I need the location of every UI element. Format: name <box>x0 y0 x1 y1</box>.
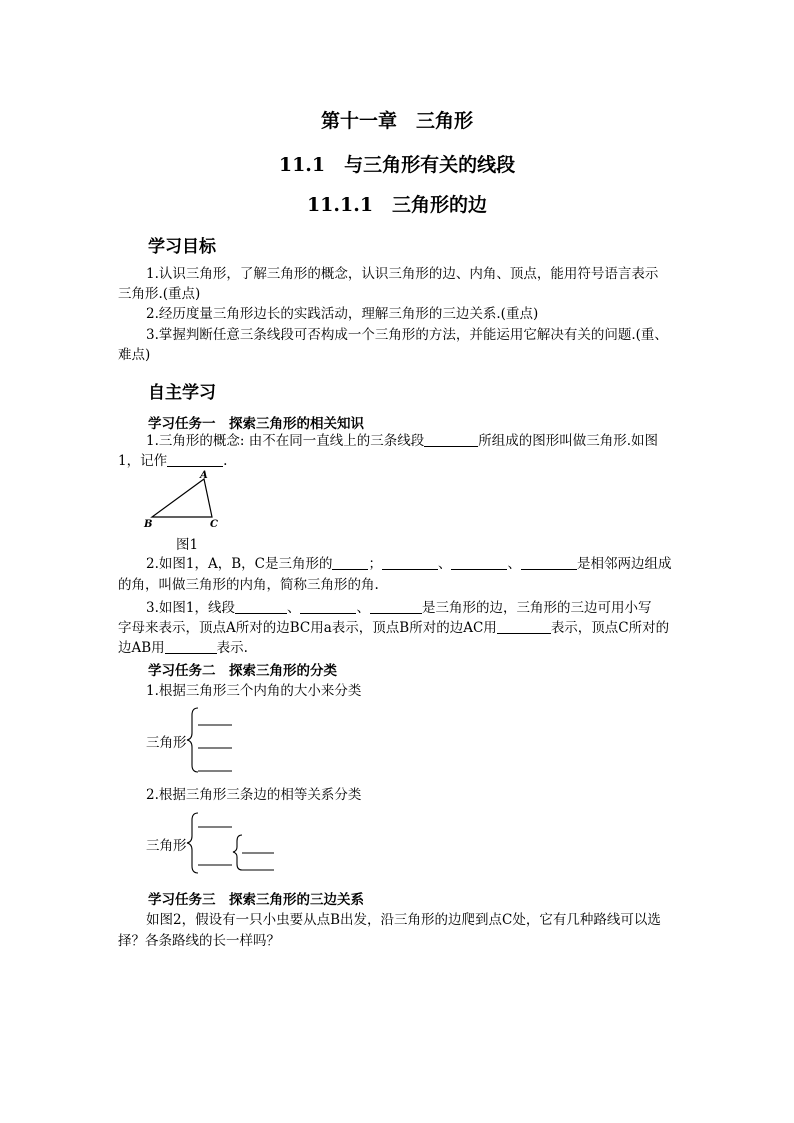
side-classification-brace <box>184 810 284 876</box>
task1-q2-line2: 的角，叫做三角形的内角，简称三角形的角. <box>118 577 379 593</box>
chapter-title: 第十一章 三角形 <box>320 110 473 132</box>
task1-q2-text-c: 是相邻两边组成 <box>576 556 672 572</box>
objective-2: 2.经历度量三角形边长的实践活动，理解三角形的三边关系.(重点) <box>146 306 539 322</box>
blank-field[interactable] <box>165 639 217 654</box>
classification-1-label: 三角形 <box>146 735 187 751</box>
task1-q2-line1 <box>146 554 686 574</box>
objective-3-line1: 3.掌握判断任意三条线段可否构成一个三角形的方法，并能运用它解决有关的问题.(重、 <box>146 327 668 343</box>
figure-1-caption: 图1 <box>176 537 199 553</box>
blank-field[interactable] <box>300 599 356 614</box>
task1-q1-line2 <box>118 451 686 471</box>
angle-classification-brace <box>184 705 244 775</box>
task1-q3-text-c: 字母来表示，顶点A所对的边BC用a表示，顶点B所对的边AC用 <box>118 620 497 636</box>
task1-q1-text-a: 1.三角形的概念: 由不在同一直线上的三条线段 <box>146 433 425 449</box>
self-study-heading: 自主学习 <box>148 383 216 403</box>
task1-q2-text-a: 2.如图1，A，B，C是三角形的 <box>146 556 333 572</box>
task1-q3-text-a: 3.如图1，线段 <box>146 600 235 616</box>
blank-field[interactable] <box>382 555 438 570</box>
task1-q3-line3 <box>118 638 686 658</box>
separator: 、 <box>286 600 301 616</box>
blank-field[interactable] <box>497 619 551 634</box>
task1-q1-text-b: 所组成的图形叫做三角形.如图 <box>478 433 659 449</box>
task1-q3-text-b: 是三角形的边，三角形的三边可用小写 <box>421 600 652 616</box>
separator: 、 <box>437 556 452 572</box>
vertex-c-label: C <box>210 519 218 530</box>
task1-title: 学习任务一 探索三角形的相关知识 <box>148 416 364 432</box>
triangle-figure-1 <box>140 470 230 532</box>
blank-field[interactable] <box>424 432 478 447</box>
task1-q3-line2 <box>118 618 686 638</box>
left-brace-icon <box>187 708 198 772</box>
blank-field[interactable] <box>370 599 422 614</box>
task2-q1: 1.根据三角形三个内角的大小来分类 <box>146 683 362 699</box>
section-title: 11.1 与三角形有关的线段 <box>278 154 516 176</box>
separator: 、 <box>507 556 521 572</box>
vertex-a-label: A <box>200 470 208 481</box>
triangle-shape <box>152 479 212 517</box>
vertex-b-label: B <box>144 519 153 530</box>
objective-1-line1: 1.认识三角形，了解三角形的概念，认识三角形的边、内角、顶点，能用符号语言表示 <box>146 266 659 282</box>
objectives-heading: 学习目标 <box>148 237 216 257</box>
subsection-title: 11.1.1 三角形的边 <box>306 194 488 216</box>
left-brace-icon <box>187 813 198 873</box>
task1-q3-line1 <box>146 598 686 618</box>
separator: 、 <box>356 600 370 616</box>
task2-title: 学习任务二 探索三角形的分类 <box>148 663 337 679</box>
task1-q1-line1 <box>146 431 686 451</box>
left-brace-icon <box>233 835 242 870</box>
blank-field[interactable] <box>235 599 287 614</box>
task3-text-line2: 择？各条路线的长一样吗？ <box>118 933 280 949</box>
task1-q1-text-d: . <box>223 453 228 469</box>
blank-field[interactable] <box>167 452 223 467</box>
objective-3-line2: 难点) <box>118 347 151 363</box>
task1-q3-text-e: 边AB用 <box>118 640 165 656</box>
blank-field[interactable] <box>332 555 368 570</box>
objective-1-line2: 三角形.(重点) <box>118 286 201 302</box>
task2-q2: 2.根据三角形三条边的相等关系分类 <box>146 787 362 803</box>
task3-title: 学习任务三 探索三角形的三边关系 <box>148 892 364 908</box>
task1-q1-text-c: 1，记作 <box>118 453 168 469</box>
task1-q3-text-d: 表示，顶点C所对的 <box>550 620 670 636</box>
blank-field[interactable] <box>521 555 577 570</box>
classification-2-label: 三角形 <box>146 838 187 854</box>
blank-field[interactable] <box>451 555 507 570</box>
task1-q2-text-b: ； <box>368 556 382 572</box>
task1-q3-text-f: 表示. <box>216 640 248 656</box>
task3-text-line1: 如图2，假设有一只小虫要从点B出发，沿三角形的边爬到点C处，它有几种路线可以选 <box>146 912 661 928</box>
